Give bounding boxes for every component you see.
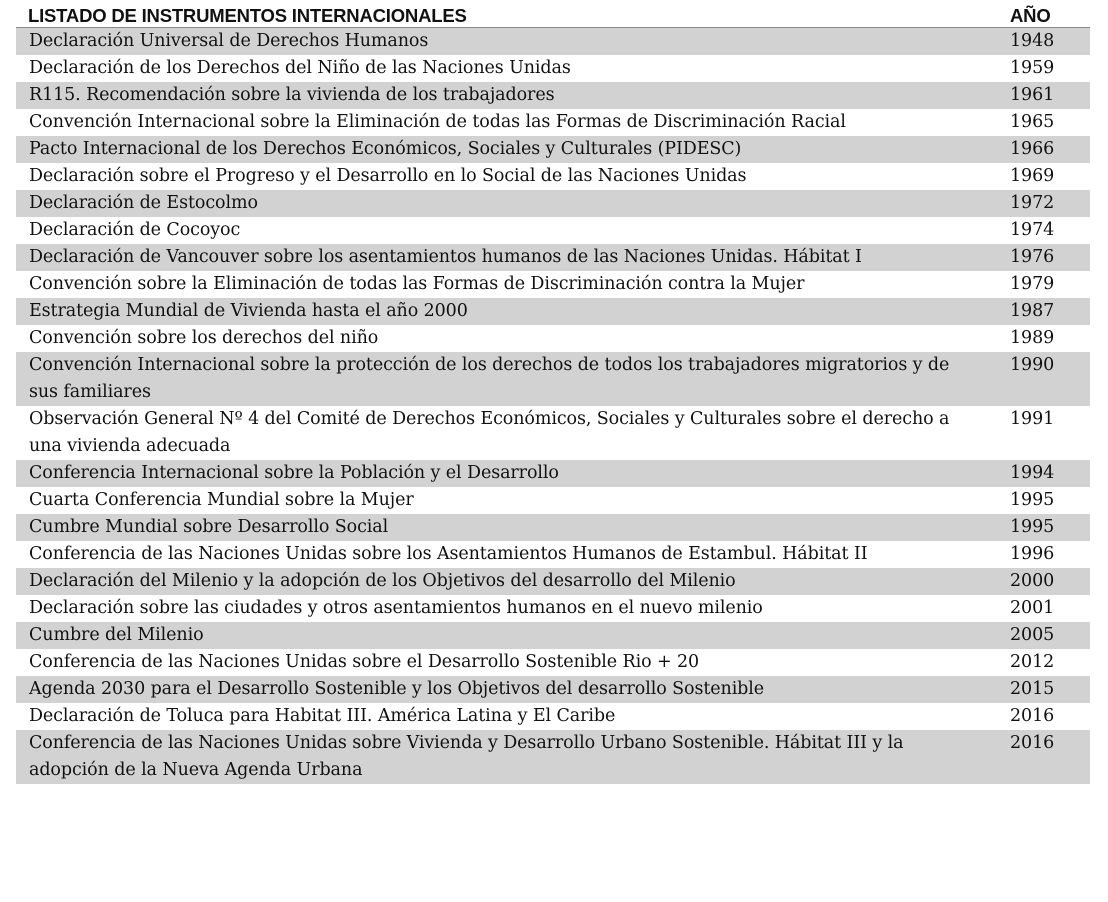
instrument-name: Conferencia Internacional sobre la Población y el Desarrollo: [29, 463, 559, 483]
instrument-year: 1989: [1010, 328, 1055, 348]
instrument-year: 1994: [1010, 463, 1055, 483]
instrument-name: Declaración de Estocolmo: [29, 193, 258, 213]
instrument-year: 1948: [1010, 31, 1055, 51]
instrument-year: 1996: [1010, 544, 1055, 564]
instrument-name: Cumbre del Milenio: [29, 625, 204, 645]
table-row: [16, 487, 1090, 514]
table-row: [16, 325, 1090, 352]
instrument-name: Convención Internacional sobre la Eliminación de todas las Formas de Discriminación Racial: [29, 112, 846, 132]
table-row: [16, 514, 1090, 541]
instrument-year: 1976: [1010, 247, 1055, 267]
instrument-year: 1990: [1010, 355, 1055, 375]
table-row: [16, 28, 1090, 55]
instrument-year: 1972: [1010, 193, 1055, 213]
instrument-year: 2015: [1010, 679, 1055, 699]
instrument-year: 1965: [1010, 112, 1055, 132]
table-row: [16, 244, 1090, 271]
instrument-name: Conferencia de las Naciones Unidas sobre el Desarrollo Sostenible Rio + 20: [29, 652, 700, 672]
instrument-year: 1969: [1010, 166, 1055, 186]
instrument-year: 1974: [1010, 220, 1055, 240]
table-row: [16, 406, 1090, 460]
table-body: [16, 28, 1090, 784]
instrument-year: 1959: [1010, 58, 1055, 78]
table-row: [16, 649, 1090, 676]
table-row: [16, 676, 1090, 703]
instrument-year: 1995: [1010, 517, 1055, 537]
instrument-name: Agenda 2030 para el Desarrollo Sostenible y los Objetivos del desarrollo Sostenible: [29, 679, 765, 699]
table-row: [16, 703, 1090, 730]
instrument-year: 1979: [1010, 274, 1055, 294]
instruments-table: [16, 4, 1090, 784]
instrument-year: 2016: [1010, 733, 1055, 753]
instrument-year: 1991: [1010, 409, 1055, 429]
instrument-name: Pacto Internacional de los Derechos Económicos, Sociales y Culturales (PIDESC): [29, 139, 742, 159]
instrument-name: Cumbre Mundial sobre Desarrollo Social: [29, 517, 389, 537]
instrument-year: 1987: [1010, 301, 1055, 321]
table-row: [16, 622, 1090, 649]
table-row: [16, 595, 1090, 622]
table-row: [16, 568, 1090, 595]
instrument-year: 2001: [1010, 598, 1055, 618]
table-row: [16, 460, 1090, 487]
instrument-name: Declaración del Milenio y la adopción de los Objetivos del desarrollo del Milenio: [29, 571, 736, 591]
table-row: [16, 271, 1090, 298]
instrument-year: 2005: [1010, 625, 1055, 645]
instrument-name: Cuarta Conferencia Mundial sobre la Mujer: [29, 490, 414, 510]
table-row: [16, 136, 1090, 163]
instrument-name: Conferencia de las Naciones Unidas sobre Vivienda y Desarrollo Urbano Sostenible. Hábitat III y la adopción de la Nueva Agenda Urbana: [29, 733, 904, 780]
instrument-year: 1995: [1010, 490, 1055, 510]
table-row: [16, 55, 1090, 82]
table-row: [16, 190, 1090, 217]
year-column-header: AÑO: [1010, 5, 1051, 26]
instrument-name: Declaración sobre las ciudades y otros asentamientos humanos en el nuevo milenio: [29, 598, 763, 618]
instrument-name: Observación General Nº 4 del Comité de Derechos Económicos, Sociales y Culturales sobre el derecho a una vivienda adecuada: [29, 409, 950, 456]
table-header: [16, 4, 1090, 28]
instrument-name: Declaración de Toluca para Habitat III. América Latina y El Caribe: [29, 706, 616, 726]
instrument-name: Declaración sobre el Progreso y el Desarrollo en lo Social de las Naciones Unidas: [29, 166, 747, 186]
table-row: [16, 541, 1090, 568]
instrument-name: Convención sobre la Eliminación de todas las Formas de Discriminación contra la Mujer: [29, 274, 805, 294]
instrument-year: 2000: [1010, 571, 1055, 591]
table-row: [16, 217, 1090, 244]
instrument-year: 1961: [1010, 85, 1055, 105]
instrument-year: 2016: [1010, 706, 1055, 726]
instrument-name: Declaración Universal de Derechos Humanos: [29, 31, 429, 51]
instrument-column-header: LISTADO DE INSTRUMENTOS INTERNACIONALES: [28, 5, 467, 26]
instrument-name: Convención Internacional sobre la protección de los derechos de todos los trabajadores migratorios y de sus familiares: [29, 355, 950, 402]
instrument-name: Declaración de Vancouver sobre los asentamientos humanos de las Naciones Unidas. Hábitat I: [29, 247, 862, 267]
instrument-name: Estrategia Mundial de Vivienda hasta el año 2000: [29, 301, 468, 321]
table-row: [16, 352, 1090, 406]
table-row: [16, 298, 1090, 325]
instrument-name: Conferencia de las Naciones Unidas sobre los Asentamientos Humanos de Estambul. Hábitat II: [29, 544, 868, 564]
table-row: [16, 730, 1090, 784]
instrument-year: 2012: [1010, 652, 1055, 672]
table-row: [16, 163, 1090, 190]
table-row: [16, 82, 1090, 109]
instrument-name: Declaración de Cocoyoc: [29, 220, 241, 240]
instrument-name: R115. Recomendación sobre la vivienda de los trabajadores: [29, 85, 555, 105]
instrument-name: Convención sobre los derechos del niño: [29, 328, 379, 348]
instrument-year: 1966: [1010, 139, 1055, 159]
instrument-name: Declaración de los Derechos del Niño de las Naciones Unidas: [29, 58, 571, 78]
table-row: [16, 109, 1090, 136]
